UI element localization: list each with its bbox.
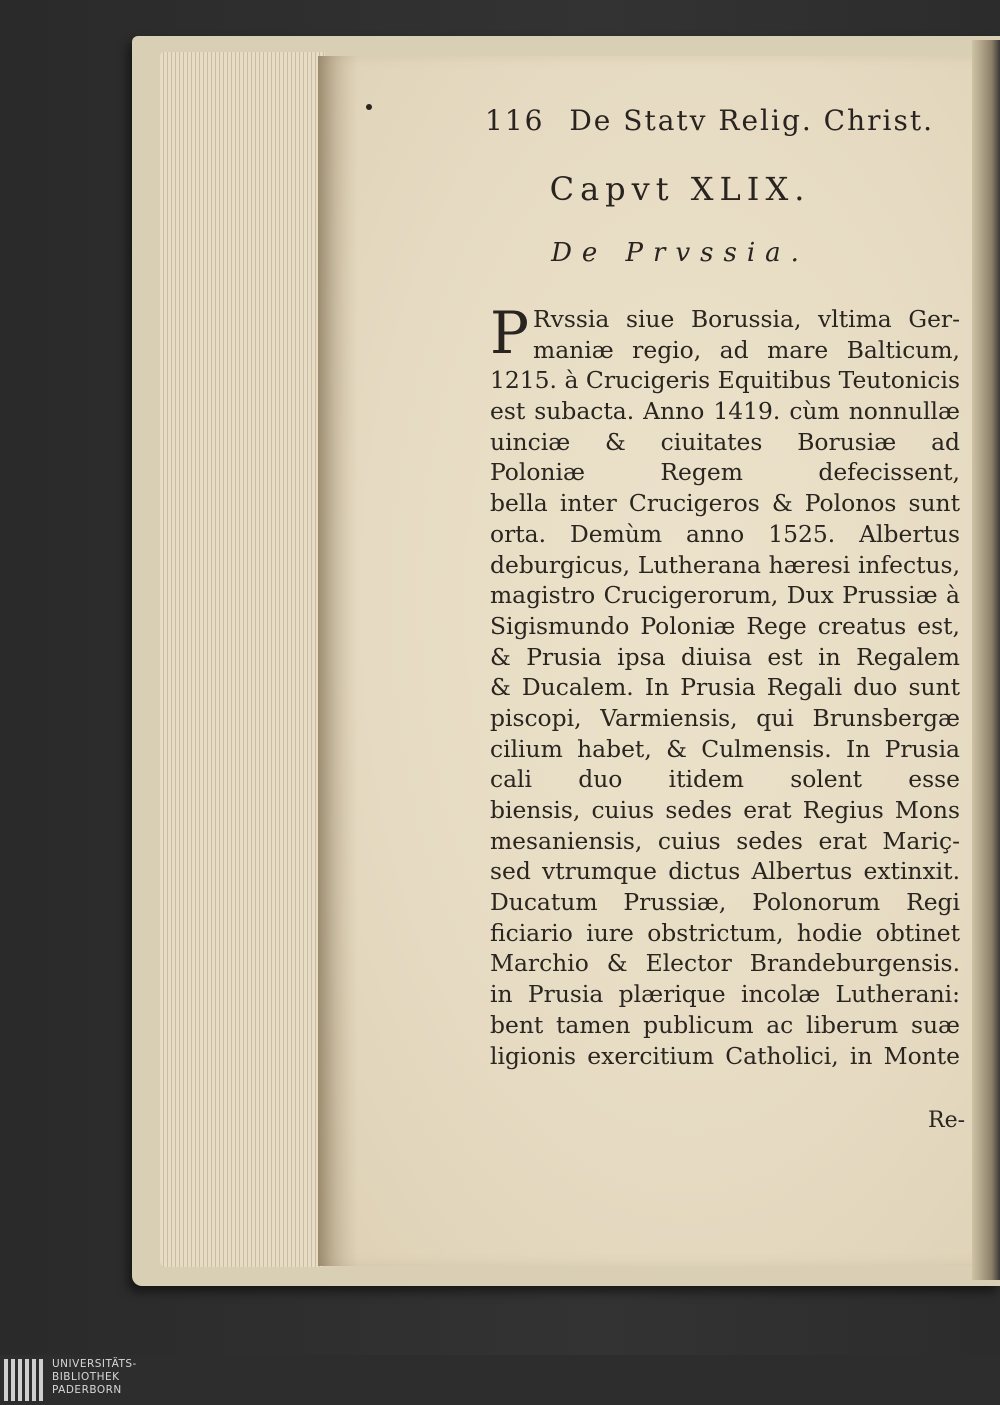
text-line: Marchio & Elector Brandeburgensis. [490,949,960,978]
text-line: bent tamen publicum ac liberum suæ [490,1010,960,1039]
running-title: De Statv Relig. Christ. [569,104,934,137]
text-line: Rvssia siue Borussia, vltima Ger- [533,305,960,333]
text-line: mesaniensis, cuius sedes erat Mariç- [490,826,960,855]
text-line: Poloniæ Regem defecissent, [490,458,960,487]
text-line: sed vtrumque dictus Albertus extinxit. [490,857,960,886]
page-right-edge [972,40,1000,1280]
page-edges [160,52,325,1267]
text-line: uinciæ & ciuitates Borusiæ ad [490,427,960,456]
chapter-subtitle: De Prvssia. [551,238,809,268]
text-lines [490,299,960,1071]
text-line: ficiario iure obstrictum, hodie obtinet [490,918,960,947]
body-text [490,299,960,1071]
running-header [485,104,965,137]
ink-dot [366,104,372,110]
catchword: Re- [928,1108,966,1133]
text-line: bella inter Crucigeros & Polonos sunt [490,489,960,518]
text-line: cilium habet, & Culmensis. In Prusia [490,734,960,763]
text-line: piscopi, Varmiensis, qui Brunsbergæ [490,703,960,732]
text-line: Ducatum Prussiæ, Polonorum Regi [490,888,960,917]
drop-cap: P [490,299,530,367]
page-number: 116 [485,104,545,137]
library-footer [0,1355,1000,1405]
text-line: ligionis exercitium Catholici, in Monte [490,1041,960,1070]
text-line: magistro Crucigerorum, Dux Prussiæ à [490,581,960,610]
chapter-title: Capvt XLIX. [549,170,811,208]
text-line: & Prusia ipsa diuisa est in Regalem [490,642,960,671]
text-line: biensis, cuius sedes erat Regius Mons [490,796,960,824]
text-line: maniæ regio, ad mare Balticum, [533,335,960,364]
library-logo-icon [4,1359,44,1401]
text-line: est subacta. Anno 1419. cùm nonnullæ [490,397,960,426]
text-line: 1215. à Crucigeris Equitibus Teutonicis [490,366,960,395]
text-line: Sigismundo Poloniæ Rege creatus est, [490,611,960,640]
logo-line-1: UNIVERSITÄTS- [52,1358,137,1370]
logo-line-3: PADERBORN [52,1384,122,1396]
text-line: orta. Demùm anno 1525. Albertus [490,519,960,548]
text-line: cali duo itidem solent esse [490,765,960,794]
library-logo-text [52,1358,137,1397]
text-line: & Ducalem. In Prusia Regali duo sunt [490,673,960,702]
text-line: deburgicus, Lutherana hæresi infectus, [490,550,960,579]
logo-line-2: BIBLIOTHEK [52,1371,120,1383]
text-line: in Prusia plærique incolæ Lutherani: [490,980,960,1009]
gutter-shadow [318,56,358,1266]
